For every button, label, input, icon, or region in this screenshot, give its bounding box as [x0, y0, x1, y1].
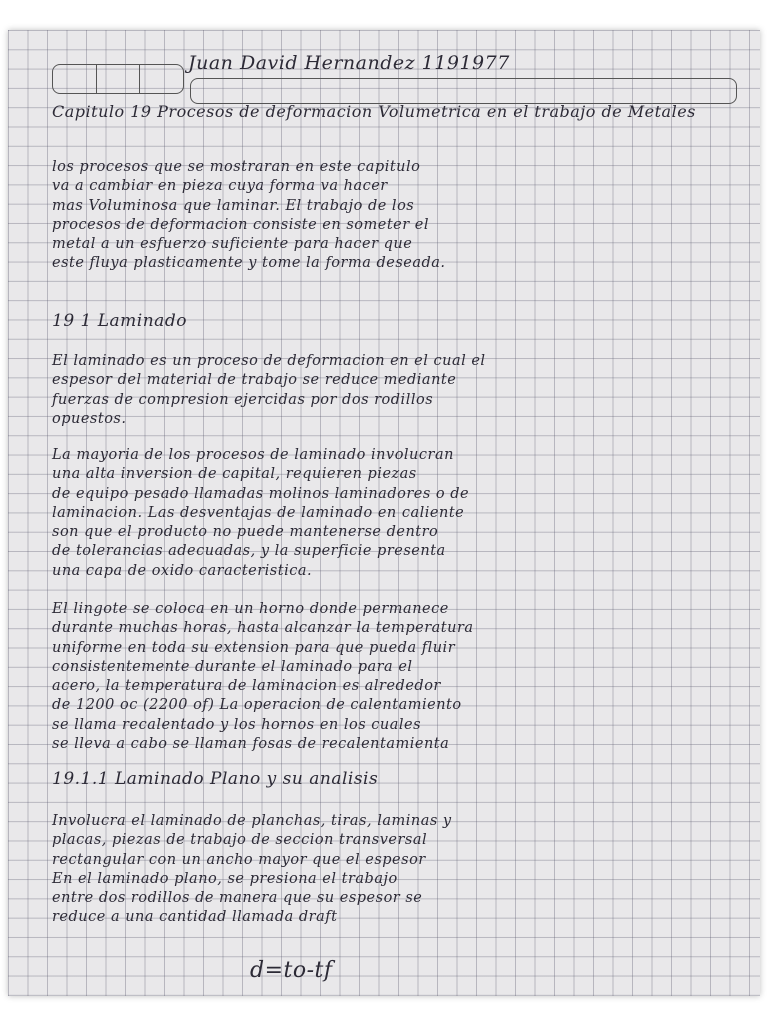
- section-heading-laminado-plano: 19.1.1 Laminado Plano y su analisis: [52, 769, 379, 789]
- header-boxes: [52, 64, 184, 94]
- paragraph-laminado-processes: La mayoria de los procesos de laminado involucran una alta inversion de capital, requieren piezas de equipo pesado llamadas molinos laminadores o de laminacion. Las desventajas de laminado en caliente son que el producto no puede mantenerse dentro de tolerancias adecuadas, y la superficie presenta una capa de oxido caracteristica.: [52, 447, 470, 579]
- paragraph-laminado-plano: Involucra el laminado de planchas, tiras, laminas y placas, piezas de trabajo de seccion transversal rectangular con un ancho mayor que el espesor En el laminado plano, se presiona el trabajo entre dos rodillos de manera que su espesor se reduce a una cantidad llamada draft: [52, 813, 452, 926]
- intro-paragraph: los procesos que se mostraran en este capitulo va a cambiar en pieza cuya forma va hacer mas Voluminosa que laminar. El trabajo de los procesos de deformacion consiste en someter el metal a un esfuerzo suficiente para hacer que este fluya plasticamente y tome la forma deseada.: [52, 159, 446, 272]
- section-heading-laminado: 19 1 Laminado: [52, 311, 187, 331]
- header-bar: [190, 78, 737, 104]
- draft-formula: d=to-tf: [250, 958, 333, 983]
- author-line: Juan David Hernandez 1191977: [188, 52, 510, 74]
- chapter-title: Capitulo 19 Procesos de deformacion Volumetrica en el trabajo de Metales: [52, 102, 696, 121]
- paragraph-laminado-definition: El laminado es un proceso de deformacion en el cual el espesor del material de trabajo se reduce mediante fuerzas de compresion ejercidas por dos rodillos opuestos.: [52, 353, 486, 427]
- paragraph-lingote: El lingote se coloca en un horno donde permanece durante muchas horas, hasta alcanzar la temperatura uniforme en toda su extension para que pueda fluir consistentemente durante el laminado para el acero, la temperatura de laminacion es alrededor de 1200 oc (2200 of) La operacion de calentamiento se llama recalentado y los hornos en los cuales se lleva a cabo se llaman fosas de recalentamienta: [52, 601, 474, 753]
